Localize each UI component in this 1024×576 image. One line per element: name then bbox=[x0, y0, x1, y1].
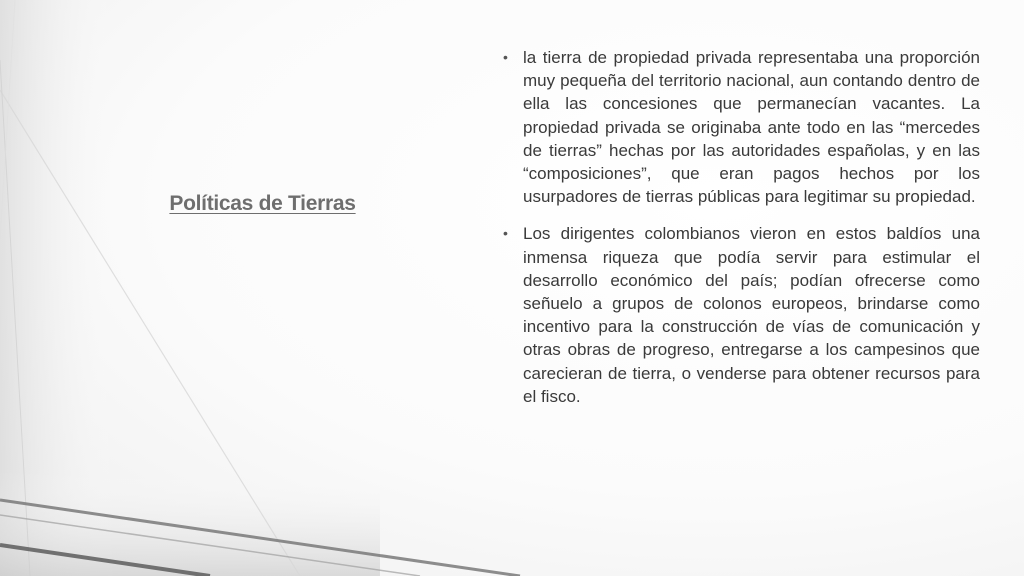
bullet-text: Los dirigentes colombianos vieron en estos baldíos una inmensa riqueza que podía servir para estimular el desarrollo económico del país; podían ofrecerse como señuelo a grupos de colonos europeos, brindarse como incentivo para la construcción de vías de comunicación y otras obras de progreso, entregarse a los campesinos que carecieran de tierra, o venderse para obtener recursos para el fisco. bbox=[523, 224, 980, 406]
bullet-item bbox=[500, 46, 980, 208]
bullet-list bbox=[500, 46, 980, 422]
bullet-item bbox=[500, 222, 980, 408]
bullet-icon: • bbox=[503, 49, 508, 65]
bullet-text: la tierra de propiedad privada representaba una proporción muy pequeña del territorio nacional, aun contando dentro de ella las concesiones que permanecían vacantes. La propiedad privada se originaba ante todo en las “mercedes de tierras” hechas por las autoridades españolas, y en las “composiciones”, que eran pagos hechos por los usurpadores de tierras públicas para legitimar su propiedad. bbox=[523, 48, 980, 207]
slide-title: Políticas de Tierras bbox=[169, 192, 356, 215]
bullet-icon: • bbox=[503, 225, 508, 242]
